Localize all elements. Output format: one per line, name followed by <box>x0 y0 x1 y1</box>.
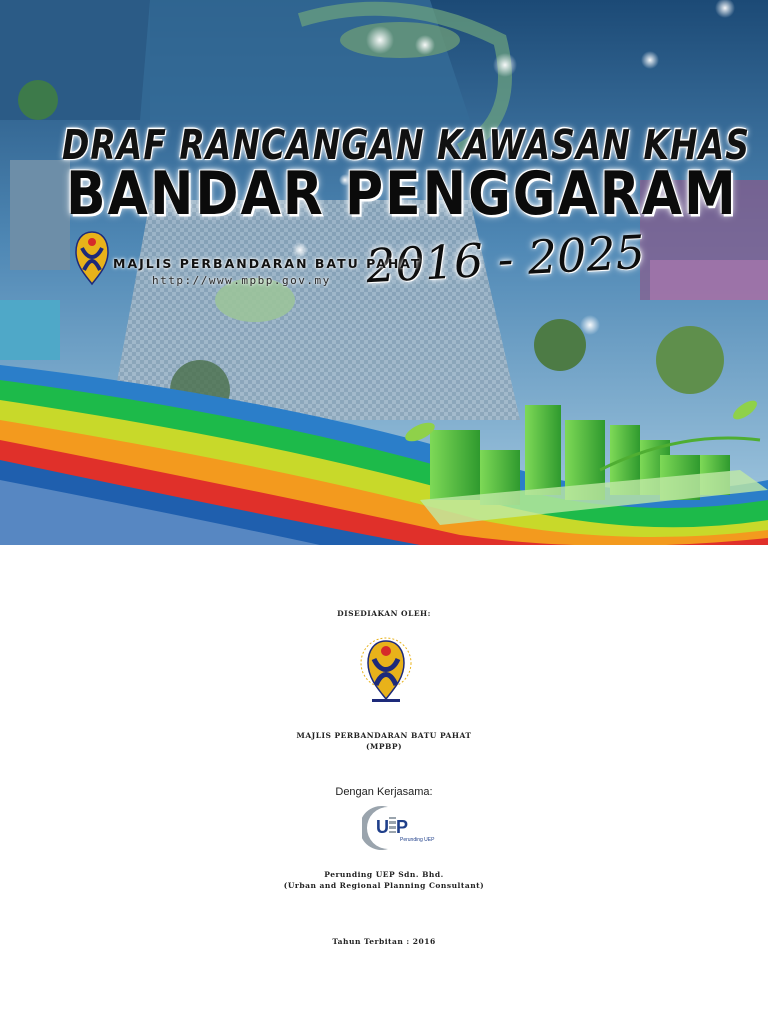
cover-years: 2016 - 2025 <box>364 224 647 294</box>
svg-text:U: U <box>376 817 389 837</box>
council-line2: (MPBP) <box>365 742 403 751</box>
consultant-line2: (Urban and Regional Planning Consultant) <box>283 881 485 890</box>
cover-council-name: MAJLIS PERBANDARAN BATU PAHAT <box>113 256 422 271</box>
mpbp-crest-icon <box>74 230 110 286</box>
cooperation-label: Dengan Kerjasama: <box>335 786 433 798</box>
council-line1: MAJLIS PERBANDARAN BATU PAHAT <box>296 731 472 740</box>
uep-logo-icon <box>362 803 438 853</box>
prepared-by-label: DISEDIAKAN OLEH: <box>337 609 431 618</box>
mpbp-crest-icon <box>360 633 412 705</box>
cover-council-url[interactable]: http://www.mpbp.gov.my <box>152 274 331 287</box>
cover-title-line2: BANDAR PENGGARAM <box>66 160 738 229</box>
consultant-line1: Perunding UEP Sdn. Bhd. <box>324 870 444 879</box>
cover-title-line1: DRAF RANCANGAN KAWASAN KHAS <box>62 120 751 169</box>
svg-text:P: P <box>396 817 409 837</box>
year-published: Tahun Terbitan : 2016 <box>332 937 436 946</box>
svg-text:Perunding UEP: Perunding UEP <box>400 837 435 843</box>
credits-section <box>0 545 768 1024</box>
